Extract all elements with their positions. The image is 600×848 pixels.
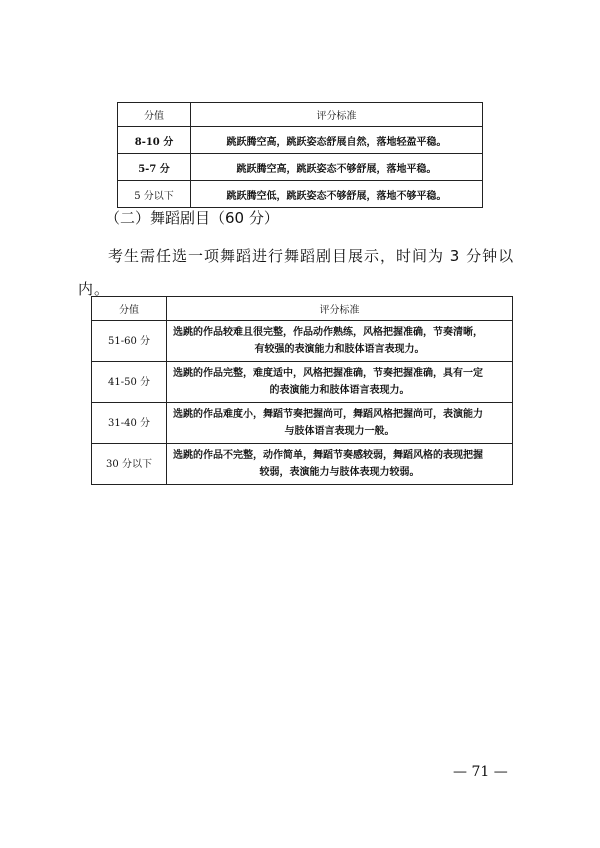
criteria-line: 有较强的表演能力和肢体语言表现力。 xyxy=(254,344,425,355)
criteria-line: 的表演能力和肢体语言表现力。 xyxy=(269,385,410,396)
table-row xyxy=(92,444,513,485)
table-row xyxy=(118,181,483,208)
score-cell: 51-60 分 xyxy=(92,321,167,362)
score-cell: 5-7 分 xyxy=(118,154,191,181)
header-criteria: 评分标准 xyxy=(191,103,483,127)
criteria-line: 选跳的作品完整，难度适中，风格把握准确，节奏把握准确，具有一定 xyxy=(173,368,483,379)
table-header-row xyxy=(118,103,483,127)
table-row xyxy=(118,154,483,181)
criteria-line: 选跳的作品难度小，舞蹈节奏把握尚可，舞蹈风格把握尚可，表演能力 xyxy=(173,409,483,420)
table-header-row xyxy=(92,297,513,321)
score-cell: 31-40 分 xyxy=(92,403,167,444)
criteria-cell: 跳跃腾空低，跳跃姿态不够舒展，落地不够平稳。 xyxy=(191,181,483,208)
score-cell: 41-50 分 xyxy=(92,362,167,403)
criteria-cell xyxy=(167,362,513,403)
criteria-cell xyxy=(167,444,513,485)
criteria-cell xyxy=(167,403,513,444)
table-row xyxy=(92,321,513,362)
section-paragraph: 考生需任选一项舞蹈进行舞蹈剧目展示，时间为 3 分钟以内。 xyxy=(78,247,515,298)
score-cell: 8-10 分 xyxy=(118,127,191,154)
section-heading: （二）舞蹈剧目（60 分） xyxy=(105,209,279,227)
header-score: 分值 xyxy=(118,103,191,127)
criteria-cell: 跳跃腾空高，跳跃姿态不够舒展，落地平稳。 xyxy=(191,154,483,181)
table-row xyxy=(92,403,513,444)
page-number: — 71 — xyxy=(453,764,508,780)
criteria-cell xyxy=(167,321,513,362)
dance-scoring-table xyxy=(91,296,513,485)
criteria-line: 与肢体语言表现力一般。 xyxy=(284,426,395,437)
table-row xyxy=(118,127,483,154)
criteria-line: 较弱，表演能力与肢体表现力较弱。 xyxy=(259,467,420,478)
criteria-cell: 跳跃腾空高，跳跃姿态舒展自然，落地轻盈平稳。 xyxy=(191,127,483,154)
header-score: 分值 xyxy=(92,297,167,321)
score-cell: 30 分以下 xyxy=(92,444,167,485)
criteria-line: 选跳的作品较难且很完整，作品动作熟练，风格把握准确，节奏清晰， xyxy=(173,327,483,338)
score-cell: 5 分以下 xyxy=(118,181,191,208)
table-row xyxy=(92,362,513,403)
criteria-line: 选跳的作品不完整，动作简单，舞蹈节奏感较弱，舞蹈风格的表现把握 xyxy=(173,450,483,461)
jump-scoring-table xyxy=(117,102,483,208)
header-criteria: 评分标准 xyxy=(167,297,513,321)
